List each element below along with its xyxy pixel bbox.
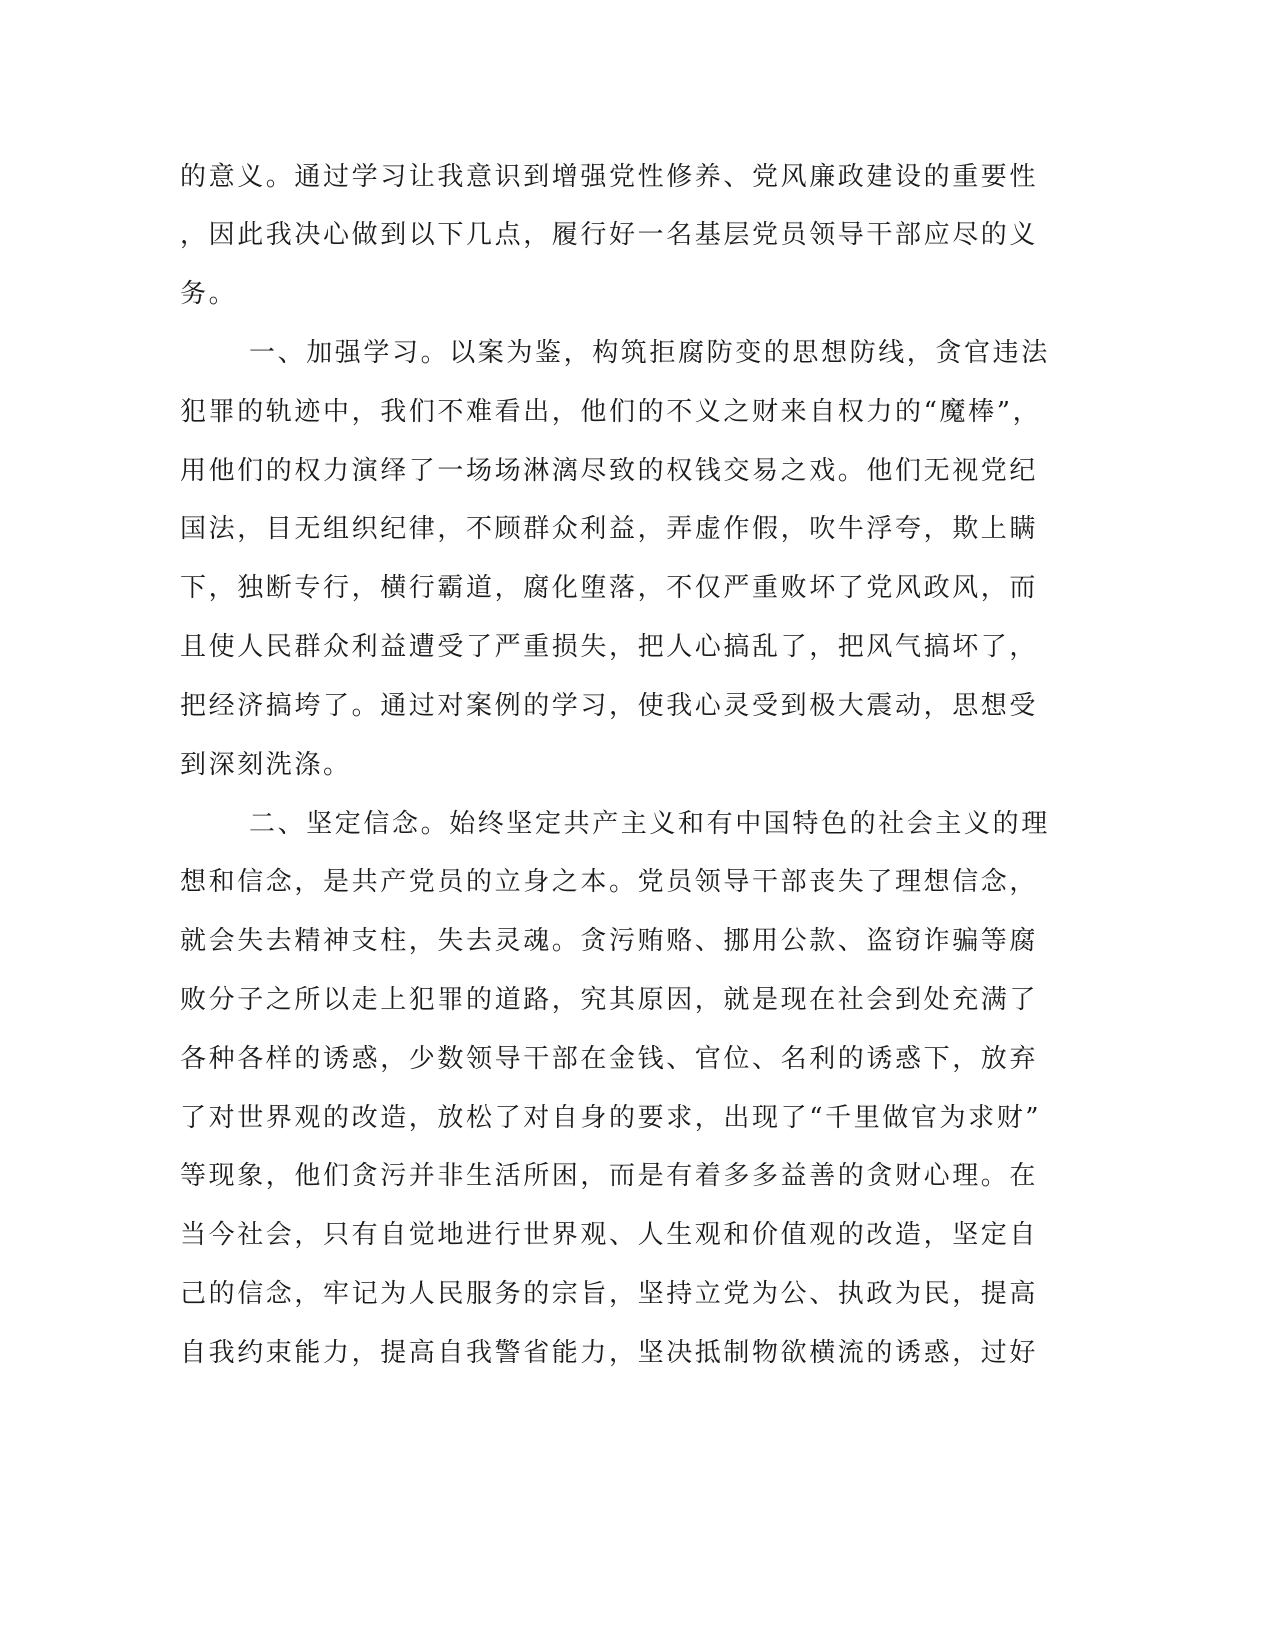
text-line: 等现象，他们贪污并非生活所困，而是有着多多益善的贪财心理。在 xyxy=(180,1161,1039,1191)
paragraph-start-line: 一、加强学习。以案为鉴，构筑拒腐防变的思想防线，贪官违法 xyxy=(249,338,1050,368)
text-line: 用他们的权力演绎了一场场淋漓尽致的权钱交易之戏。他们无视党纪 xyxy=(180,456,1039,486)
text-line: 国法，目无组织纪律，不顾群众利益，弄虚作假，吹牛浮夸，欺上瞒 xyxy=(180,514,1039,544)
text-line: ，因此我决心做到以下几点，履行好一名基层党员领导干部应尽的义 xyxy=(180,220,1039,250)
text-line: 下，独断专行，横行霸道，腐化堕落，不仅严重败坏了党风政风，而 xyxy=(180,573,1039,603)
text-line: 自我约束能力，提高自我警省能力，坚决抵制物欲横流的诱惑，过好 xyxy=(180,1338,1039,1368)
text-line: 的意义。通过学习让我意识到增强党性修养、党风廉政建设的重要性 xyxy=(180,162,1039,192)
text-line: 想和信念，是共产党员的立身之本。党员领导干部丧失了理想信念， xyxy=(180,867,1039,897)
text-line: 务。 xyxy=(180,279,238,309)
text-line: 且使人民群众利益遭受了严重损失，把人心搞乱了，把风气搞坏了， xyxy=(180,632,1039,662)
text-line: 己的信念，牢记为人民服务的宗旨，坚持立党为公、执政为民，提高 xyxy=(180,1279,1039,1309)
text-line: 各种各样的诱惑，少数领导干部在金钱、官位、名利的诱惑下，放弃 xyxy=(180,1044,1039,1074)
text-line: 了对世界观的改造，放松了对自身的要求，出现了“千里做官为求财” xyxy=(180,1103,1042,1133)
paragraph-start-line: 二、坚定信念。始终坚定共产主义和有中国特色的社会主义的理 xyxy=(249,809,1050,839)
text-line: 当今社会，只有自觉地进行世界观、人生观和价值观的改造，坚定自 xyxy=(180,1220,1039,1250)
text-line: 就会失去精神支柱，失去灵魂。贪污贿赂、挪用公款、盗窃诈骗等腐 xyxy=(180,926,1039,956)
text-line: 到深刻洗涤。 xyxy=(180,750,352,780)
text-line: 败分子之所以走上犯罪的道路，究其原因，就是现在社会到处充满了 xyxy=(180,985,1039,1015)
text-line: 把经济搞垮了。通过对案例的学习，使我心灵受到极大震动，思想受 xyxy=(180,691,1039,721)
text-line: 犯罪的轨迹中，我们不难看出，他们的不义之财来自权力的“魔棒”， xyxy=(180,397,1042,427)
